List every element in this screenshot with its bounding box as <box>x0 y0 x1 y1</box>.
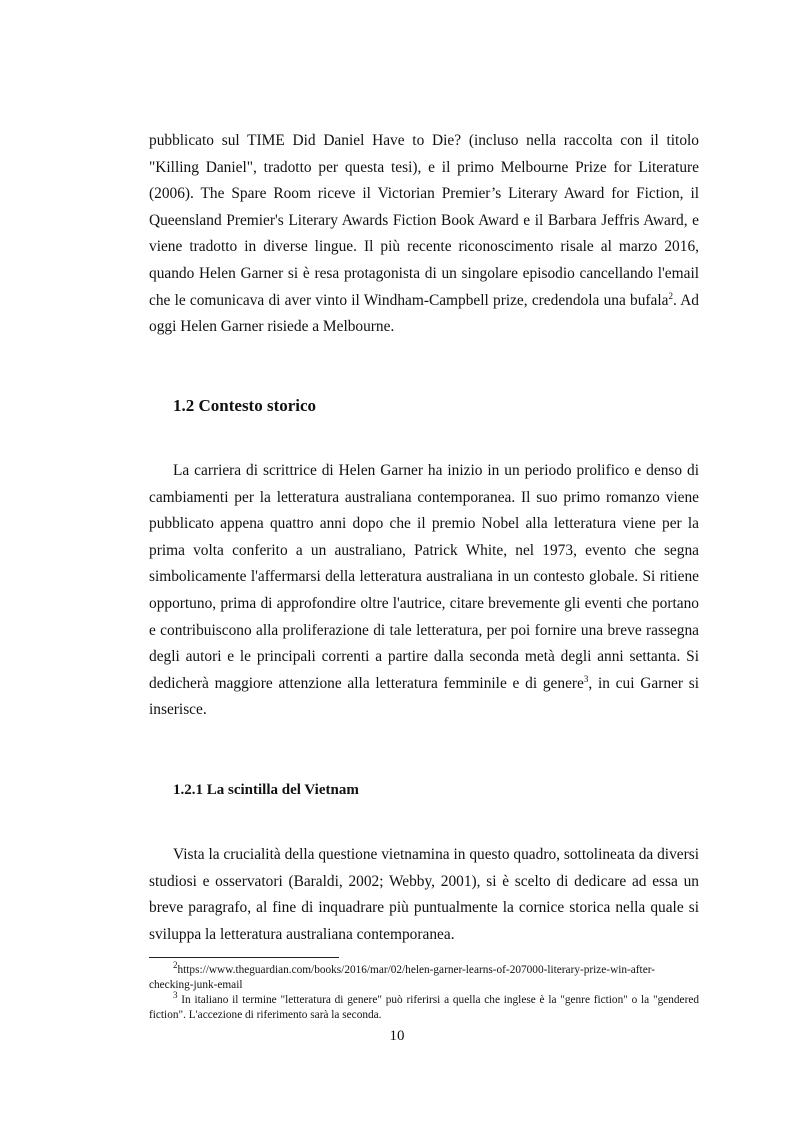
footnote-mark-2: 2 <box>173 960 178 971</box>
footnote-3 <box>149 990 699 1023</box>
footnote-separator <box>149 957 339 958</box>
section-1-2-1-paragraph <box>149 842 699 948</box>
footnote-ref-3[interactable]: 3 <box>583 673 589 684</box>
page-number: 10 <box>389 1028 405 1044</box>
section-heading-1-2-1: 1.2.1 La scintilla del Vietnam <box>173 782 359 798</box>
footnote-2 <box>149 960 699 993</box>
footnote-mark-3: 3 <box>173 990 178 1001</box>
section-1-2-text: La carriera di scrittrice di Helen Garner ha inizio in un periodo prolifico e denso di cambiamenti per la letteratura australiana contemporanea. Il suo primo romanzo viene pubblicato appena quattro anni dopo che il premio Nobel alla letteratura viene per la prima volta conferito a un australiano, Patrick White, nel 1973, evento che segna simbolicamente l'affermarsi della letteratura australiana in un contesto globale. Si ritiene opportuno, prima di approfondire oltre l'autrice, citare brevemente gli eventi che portano e contribuiscono alla proliferazione di tale letteratura, per poi fornire una breve rassegna degli autori e le principali correnti a partire dalla seconda metà degli anni settanta. Si dedicherà maggiore attenzione alla letteratura femminile e di genere <box>149 462 699 692</box>
section-1-2-paragraph <box>149 458 699 724</box>
footnote-2-text[interactable]: https://www.theguardian.com/books/2016/mar/02/helen-garner-learns-of-207000-literary-prize-win-after-checking-junk-email <box>149 964 656 991</box>
footnote-ref-2[interactable]: 2 <box>668 290 673 301</box>
section-1-2-1-text: Vista la crucialità della questione vietnamina in questo quadro, sottolineata da diversi studiosi e osservatori (Baraldi, 2002; Webby, 2001), si è scelto di dedicare ad essa un breve paragrafo, al fine di inquadrare più puntualmente la cornice storica nella quale si sviluppa la letteratura australiana contemporanea. <box>149 846 699 943</box>
footnotes <box>149 960 699 1023</box>
footnote-3-text: In italiano il termine "letteratura di genere" può riferirsi a quella che inglese è la "genre fiction" o la "gendered fiction". L'accezione di riferimento sarà la seconda. <box>149 994 699 1021</box>
section-heading-1-2: 1.2 Contesto storico <box>173 396 317 415</box>
section-1-2-text-end: , in cui Garner si inserisce. <box>149 674 699 719</box>
intro-text-end: . Ad oggi Helen Garner risiede a Melbourne. <box>149 291 699 336</box>
intro-text: pubblicato sul TIME Did Daniel Have to Die? (incluso nella raccolta con il titolo "Killing Daniel", tradotto per questa tesi), e il primo Melbourne Prize for Literature (2006). The Spare Room riceve il Victorian Premier’s Literary Award for Fiction, il Queensland Premier's Literary Awards Fiction Book Award e il Barbara Jeffris Award, e viene tradotto in diverse lingue. Il più recente riconoscimento risale al marzo 2016, quando Helen Garner si è resa protagonista di un singolare episodio cancellando l'email che le comunicava di aver vinto il Windham-Campbell prize, credendola una bufala <box>149 132 699 309</box>
intro-paragraph <box>149 128 699 341</box>
